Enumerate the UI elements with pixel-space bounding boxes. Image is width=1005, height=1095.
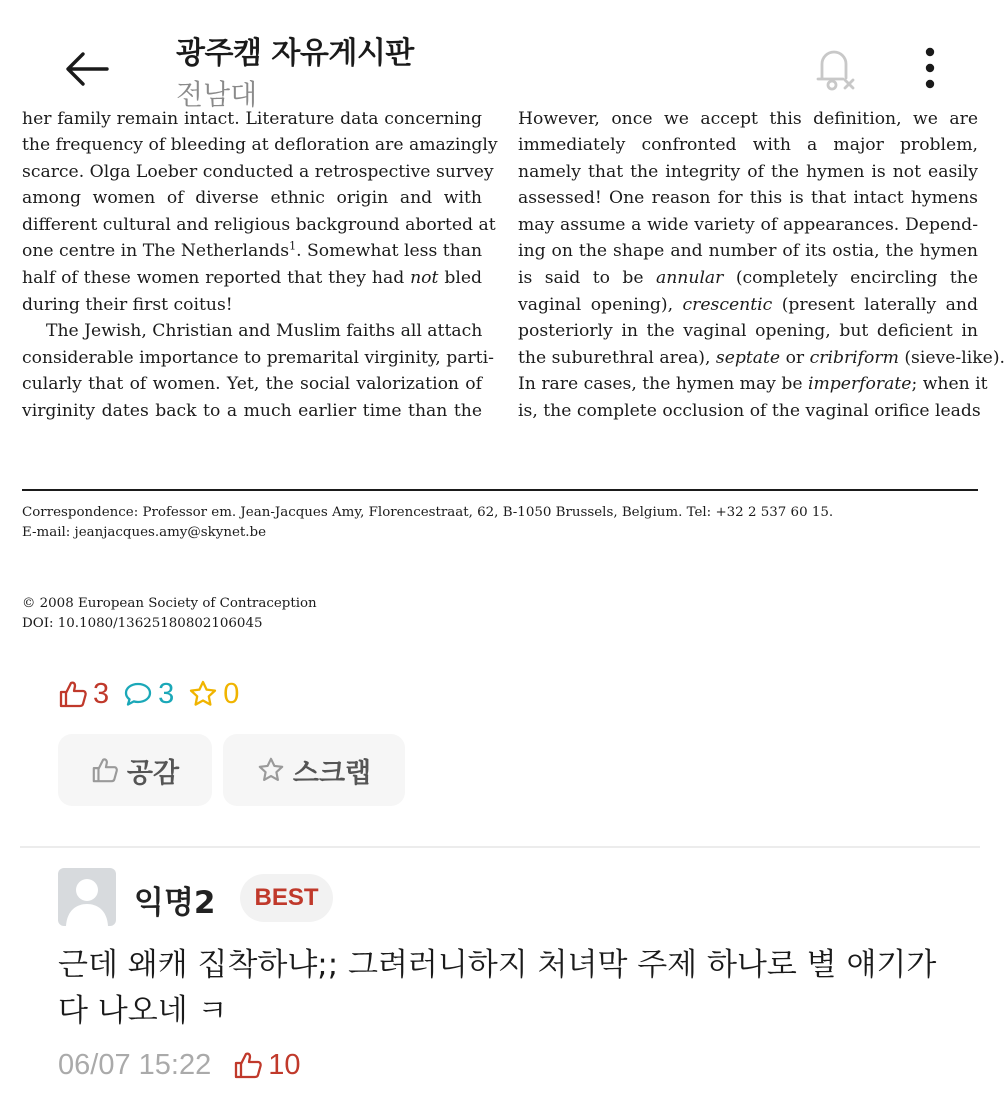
like-button[interactable]	[58, 734, 212, 806]
post-stats	[58, 674, 253, 714]
paper-line: virginity dates back to a much earlier time than the	[22, 400, 482, 421]
avatar	[58, 868, 116, 926]
paper-line: immediately confronted with a major problem,	[518, 135, 978, 155]
thumbs-up-icon	[91, 756, 119, 784]
paper-line: vaginal opening), crescentic (present laterally and	[518, 294, 978, 315]
comment-count-value: 3	[158, 677, 175, 710]
notification-toggle-button[interactable]	[806, 38, 866, 98]
paper-line: among women of diverse ethnic origin and with	[22, 188, 482, 209]
scrap-button[interactable]	[223, 734, 405, 806]
paper-line: namely that the integrity of the hymen is not easily	[518, 161, 978, 182]
paper-line: different cultural and religious background aborted at	[22, 214, 496, 235]
school-name: 전남대	[176, 78, 258, 111]
board-title: 광주캠 자유게시판	[176, 36, 414, 71]
more-options-button[interactable]	[906, 38, 954, 98]
paper-line: scarce. Olga Loeber conducted a retrospective survey	[22, 161, 494, 182]
comment-meta	[58, 1045, 300, 1085]
like-button-label: 공감	[126, 757, 180, 788]
doi-line: DOI: 10.1080/13625180802106045	[22, 616, 263, 631]
paper-right-column	[518, 109, 1005, 425]
scrap-button-label: 스크랩	[292, 757, 372, 788]
paper-line: cularly that of women. Yet, the social valorization of	[22, 374, 482, 395]
copyright-note	[22, 594, 317, 634]
paper-line: the suburethral area), septate or cribriform (sieve-like).	[518, 347, 1005, 368]
attached-paper-image[interactable]	[0, 109, 1005, 652]
scrap-count-value: 0	[223, 677, 240, 710]
back-button[interactable]	[60, 42, 114, 96]
thumbs-up-icon	[58, 679, 88, 709]
paper-line: posteriorly in the vaginal opening, but deficient in	[518, 321, 978, 342]
paper-line: the frequency of bleeding at defloration are amazingly	[22, 135, 498, 155]
more-vertical-icon	[925, 47, 935, 89]
paper-line: is said to be annular (completely encircling the	[518, 267, 979, 288]
comment-timestamp: 06/07 15:22	[58, 1048, 212, 1081]
paper-line: may assume a wide variety of appearances. Depend-	[518, 214, 978, 235]
star-icon	[257, 756, 285, 784]
paper-left-column	[22, 109, 498, 425]
paper-line: during their first coitus!	[22, 294, 233, 315]
paper-line: ing on the shape and number of its ostia, the hymen	[518, 241, 978, 262]
paper-line: one centre in The Netherlands$^1$. Somewhat less than	[22, 239, 483, 262]
thumbs-up-icon	[233, 1050, 263, 1080]
scrap-count	[188, 678, 239, 711]
section-divider	[20, 846, 980, 848]
comment-like-count: 10	[268, 1048, 301, 1081]
app-header	[0, 0, 1000, 122]
like-count-value: 3	[93, 677, 110, 710]
arrow-left-icon	[65, 51, 109, 87]
email-line: E-mail: jeanjacques.amy@skynet.be	[22, 525, 267, 540]
comment-body: 근데 왜캐 집착하냐;; 그려러니하지 처녀막 주제 하나로 별 얘기가 다 나오네 ㅋ	[58, 947, 937, 1029]
paper-line: assessed! One reason for this is that intact hymens	[518, 188, 978, 209]
footnote-rule	[22, 489, 978, 491]
copyright-line: © 2008 European Society of Contraception	[22, 596, 317, 611]
like-count	[58, 678, 109, 711]
best-badge: BEST	[240, 874, 333, 922]
comment-count	[123, 678, 174, 711]
paper-line: half of these women reported that they had not bled	[22, 267, 483, 288]
paper-line: is, the complete occlusion of the vaginal orifice leads	[518, 400, 981, 421]
speech-bubble-icon	[123, 679, 153, 709]
paper-line: considerable importance to premarital virginity, parti-	[22, 347, 494, 368]
comment-like-button[interactable]	[233, 1049, 300, 1082]
correspondence-note	[22, 503, 833, 543]
paper-line: her family remain intact. Literature data concerning	[22, 109, 482, 129]
paper-line: However, once we accept this definition, we are	[518, 109, 978, 129]
comment-author: 익명2	[134, 885, 216, 921]
paper-line: The Jewish, Christian and Muslim faiths all attach	[46, 321, 483, 342]
bell-off-icon	[810, 42, 862, 94]
paper-line: In rare cases, the hymen may be imperforate; when it	[518, 374, 988, 395]
star-icon	[188, 679, 218, 709]
correspondence-line: Correspondence: Professor em. Jean-Jacques Amy, Florencestraat, 62, B-1050 Brussels, Belgium. Tel: +32 2 537 60 15.	[22, 505, 834, 520]
default-user-icon	[58, 868, 116, 926]
